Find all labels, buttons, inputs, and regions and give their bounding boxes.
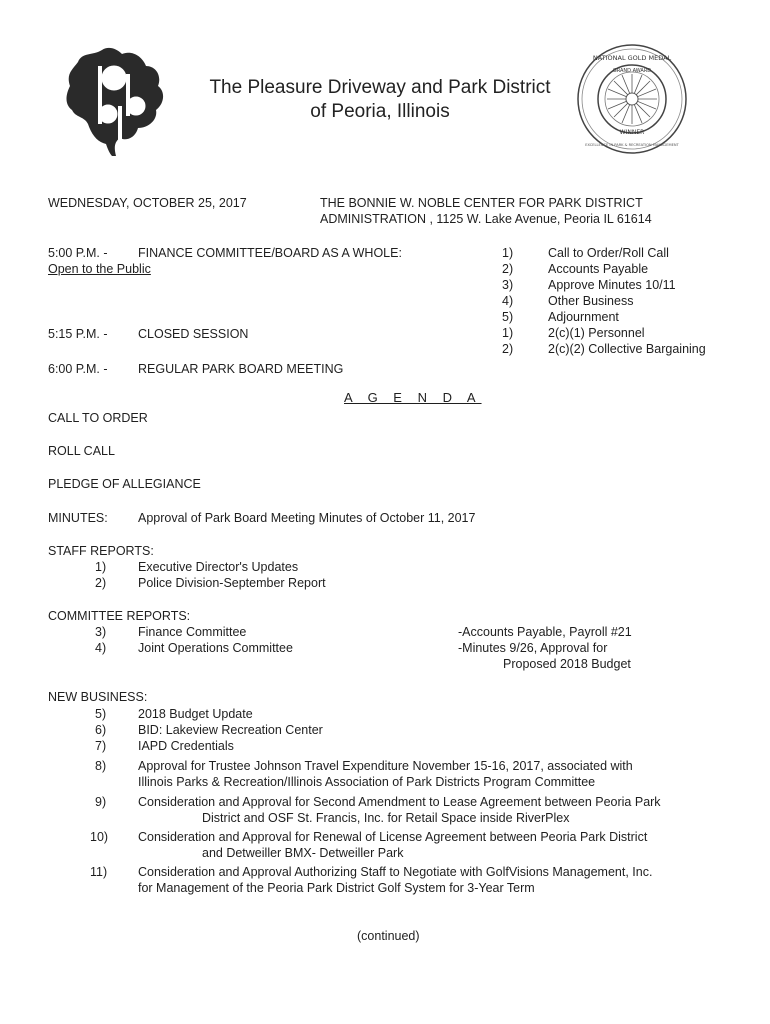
schedule-subtitle: Open to the Public xyxy=(48,262,151,276)
schedule-time: 5:00 P.M. - xyxy=(48,246,108,260)
pledge-of-allegiance: PLEDGE OF ALLEGIANCE xyxy=(48,477,201,491)
seal-text-top: NATIONAL GOLD MEDAL xyxy=(592,54,672,62)
list-item-num: 6) xyxy=(95,723,107,737)
list-item-text: Consideration and Approval Authorizing Staff to Negotiate with GolfVisions Management, Inc. xyxy=(138,865,653,879)
list-item-num: 9) xyxy=(95,795,107,809)
schedule-title: CLOSED SESSION xyxy=(138,327,249,341)
org-name-line1: The Pleasure Driveway and Park District xyxy=(209,77,551,98)
list-item-text: Finance Committee xyxy=(138,625,247,639)
list-item-text: Consideration and Approval for Renewal of License Agreement between Peoria Park District xyxy=(138,830,648,844)
committee-reports-heading: COMMITTEE REPORTS: xyxy=(48,609,191,623)
schedule-item-num: 1) xyxy=(502,246,514,260)
list-item-num: 3) xyxy=(95,625,107,639)
schedule-time: 6:00 P.M. - xyxy=(48,362,108,376)
call-to-order: CALL TO ORDER xyxy=(48,411,148,425)
schedule-item-num: 3) xyxy=(502,278,514,292)
list-item-text: Executive Director's Updates xyxy=(138,560,299,574)
minutes-text: Approval of Park Board Meeting Minutes of October 11, 2017 xyxy=(138,511,476,525)
seal-text-mid: GRAND AWARD xyxy=(612,68,652,74)
list-item-num: 7) xyxy=(95,739,107,753)
minutes-label: MINUTES: xyxy=(48,511,108,525)
park-district-logo xyxy=(62,44,170,156)
list-item-num: 11) xyxy=(90,865,108,879)
list-item-text: for Management of the Peoria Park District Golf System for 3-Year Term xyxy=(138,881,535,895)
schedule-item-num: 2) xyxy=(502,262,514,276)
schedule-item-text: Approve Minutes 10/11 xyxy=(548,278,676,292)
list-item-text: Police Division-September Report xyxy=(138,576,326,590)
list-item-note: -Minutes 9/26, Approval for xyxy=(458,641,608,655)
roll-call: ROLL CALL xyxy=(48,444,115,458)
list-item-num: 10) xyxy=(90,830,109,844)
org-name-line2: of Peoria, Illinois xyxy=(310,101,450,122)
schedule-time: 5:15 P.M. - xyxy=(48,327,108,341)
agenda-heading: A G E N D A xyxy=(344,390,482,405)
meeting-location-line2: ADMINISTRATION , 1125 W. Lake Avenue, Peoria IL 61614 xyxy=(320,212,652,226)
schedule-item-text: Other Business xyxy=(548,294,634,308)
gold-medal-seal xyxy=(575,42,689,156)
list-item-text: Illinois Parks & Recreation/Illinois Association of Park Districts Program Committee xyxy=(138,775,596,789)
staff-reports-heading: STAFF REPORTS: xyxy=(48,544,154,558)
schedule-item-num: 4) xyxy=(502,294,514,308)
logo-letters xyxy=(62,44,65,45)
list-item-text: Joint Operations Committee xyxy=(138,641,293,655)
list-item-text: IAPD Credentials xyxy=(138,739,234,753)
list-item-num: 2) xyxy=(95,576,107,590)
schedule-item-text: 2(c)(2) Collective Bargaining xyxy=(548,342,706,356)
seal-text-ring: EXCELLENCE IN PARK & RECREATION MANAGEMENT xyxy=(585,143,679,147)
list-item-text: and Detweiller BMX- Detweiller Park xyxy=(202,846,404,860)
continued-note: (continued) xyxy=(357,929,420,943)
list-item-text: BID: Lakeview Recreation Center xyxy=(138,723,323,737)
list-item-note: -Accounts Payable, Payroll #21 xyxy=(458,625,632,639)
meeting-date: WEDNESDAY, OCTOBER 25, 2017 xyxy=(48,196,247,210)
new-business-heading: NEW BUSINESS: xyxy=(48,690,148,704)
list-item-text: 2018 Budget Update xyxy=(138,707,253,721)
list-item-num: 1) xyxy=(95,560,107,574)
schedule-title: FINANCE COMMITTEE/BOARD AS A WHOLE: xyxy=(138,246,402,260)
schedule-item-text: 2(c)(1) Personnel xyxy=(548,326,645,340)
schedule-item-num: 1) xyxy=(502,326,514,340)
schedule-item-num: 2) xyxy=(502,342,514,356)
list-item-num: 5) xyxy=(95,707,107,721)
seal-text-bottom: WINNER xyxy=(619,129,645,136)
list-item-text: Consideration and Approval for Second Amendment to Lease Agreement between Peoria Park xyxy=(138,795,661,809)
list-item-num: 4) xyxy=(95,641,107,655)
meeting-location-line1: THE BONNIE W. NOBLE CENTER FOR PARK DISTRICT xyxy=(320,196,643,210)
list-item-note: Proposed 2018 Budget xyxy=(503,657,631,671)
schedule-item-text: Adjournment xyxy=(548,310,619,324)
schedule-title: REGULAR PARK BOARD MEETING xyxy=(138,362,344,376)
schedule-item-num: 5) xyxy=(502,310,514,324)
list-item-text: Approval for Trustee Johnson Travel Expenditure November 15-16, 2017, associated with xyxy=(138,759,633,773)
list-item-num: 8) xyxy=(95,759,107,773)
schedule-item-text: Call to Order/Roll Call xyxy=(548,246,669,260)
schedule-item-text: Accounts Payable xyxy=(548,262,649,276)
list-item-text: District and OSF St. Francis, Inc. for Retail Space inside RiverPlex xyxy=(202,811,570,825)
